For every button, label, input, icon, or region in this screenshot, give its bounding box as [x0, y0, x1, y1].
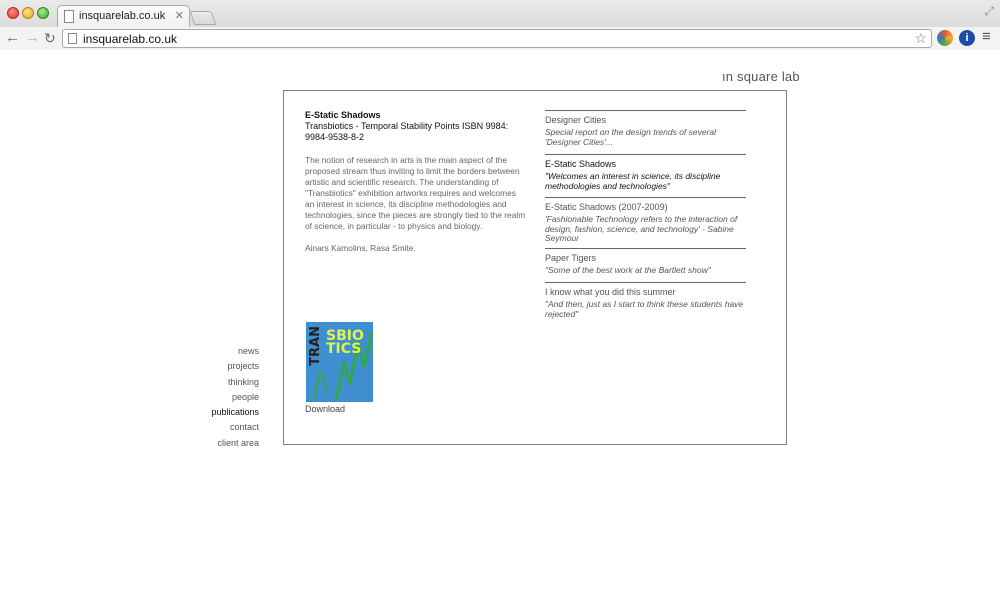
nav-item-news[interactable]: news: [237, 346, 259, 356]
list-item[interactable]: [545, 282, 746, 322]
nav-item-client-area[interactable]: client area: [217, 437, 259, 448]
browser-toolbar: [0, 27, 1000, 50]
nav-item-people[interactable]: people: [231, 391, 259, 402]
list-item[interactable]: [545, 248, 746, 282]
list-item-title: Designer Cities: [545, 115, 607, 125]
list-item-quote: "Welcomes an interest in science, its discipline methodologies and technologies": [545, 171, 721, 191]
fullscreen-icon[interactable]: ⤢: [984, 4, 994, 18]
article-body: The notion of research in arts is the main aspect of the proposed stream thus inviting to limit the borders between artistic and scientific research. The understanding of "Transbiotics" exhibition artworks requires and welcomes an interest in science, its discipline methodologies and technologies, since the pieces are strongly tied to the realm of science, in particular - to physics and biology.: [305, 155, 526, 231]
minimize-window-button[interactable]: [22, 7, 34, 19]
book-cover-image[interactable]: [306, 322, 373, 402]
forward-arrow-icon[interactable]: →: [25, 29, 40, 46]
nav-item-publications[interactable]: publications: [211, 407, 259, 418]
cover-title-a: TRAN: [308, 326, 323, 366]
nav-item-contact[interactable]: contact: [229, 422, 259, 433]
nav-item-thinking[interactable]: thinking: [227, 376, 259, 387]
list-item-quote: "And then, just as I start to think these students have rejected": [545, 299, 744, 319]
close-tab-icon[interactable]: ✕: [174, 10, 184, 22]
tab-title: insquarelab.co.uk: [79, 10, 166, 22]
browser-tab[interactable]: [57, 5, 190, 27]
url-text: insquarelab.co.uk: [83, 32, 178, 46]
site-logo[interactable]: ın square lab: [722, 69, 800, 84]
page-icon: [68, 33, 77, 44]
list-item-title: E-Static Shadows: [545, 159, 617, 169]
main-nav: [150, 344, 259, 451]
list-item-title: E-Static Shadows (2007-2009): [545, 202, 668, 212]
article-authors: Ainars Kamolins, Rasa Smite.: [305, 243, 416, 253]
list-item-title: Paper Tigers: [545, 253, 597, 263]
list-item-quote: 'Fashionable Technology refers to the interaction of design, fashion, science, and technology' - Sabine Seymour: [545, 214, 738, 243]
page-icon: [64, 10, 74, 23]
back-arrow-icon[interactable]: ←: [5, 29, 20, 46]
list-item-title: I know what you did this summer: [545, 287, 676, 297]
list-item-quote: "Some of the best work at the Bartlett show": [545, 265, 711, 275]
list-item[interactable]: [545, 110, 746, 154]
download-link[interactable]: Download: [305, 404, 346, 414]
browser-chrome: [0, 0, 1000, 50]
menu-icon[interactable]: ≡: [982, 28, 991, 45]
close-window-button[interactable]: [7, 7, 19, 19]
list-item-quote: Special report on the design trends of several 'Designer Cities'...: [545, 127, 717, 147]
publications-list: [545, 110, 746, 322]
article-subtitle: Transbiotics - Temporal Stability Points ISBN 9984: 9984-9538-8-2: [305, 121, 509, 142]
article-title: E-Static Shadows: [305, 110, 381, 120]
address-bar[interactable]: [62, 29, 932, 48]
publication-article: [305, 110, 527, 254]
bookmark-star-icon[interactable]: ☆: [914, 30, 927, 46]
reload-icon[interactable]: ↻: [44, 30, 56, 46]
maximize-window-button[interactable]: [37, 7, 49, 19]
nav-item-projects[interactable]: projects: [227, 361, 259, 372]
list-item[interactable]: [545, 154, 746, 197]
extension-info-icon[interactable]: i: [959, 30, 975, 46]
extension-icon[interactable]: [937, 30, 953, 46]
list-item[interactable]: [545, 197, 746, 248]
cover-title-b: SBIO TICS: [326, 328, 364, 357]
new-tab-button[interactable]: [190, 11, 217, 25]
